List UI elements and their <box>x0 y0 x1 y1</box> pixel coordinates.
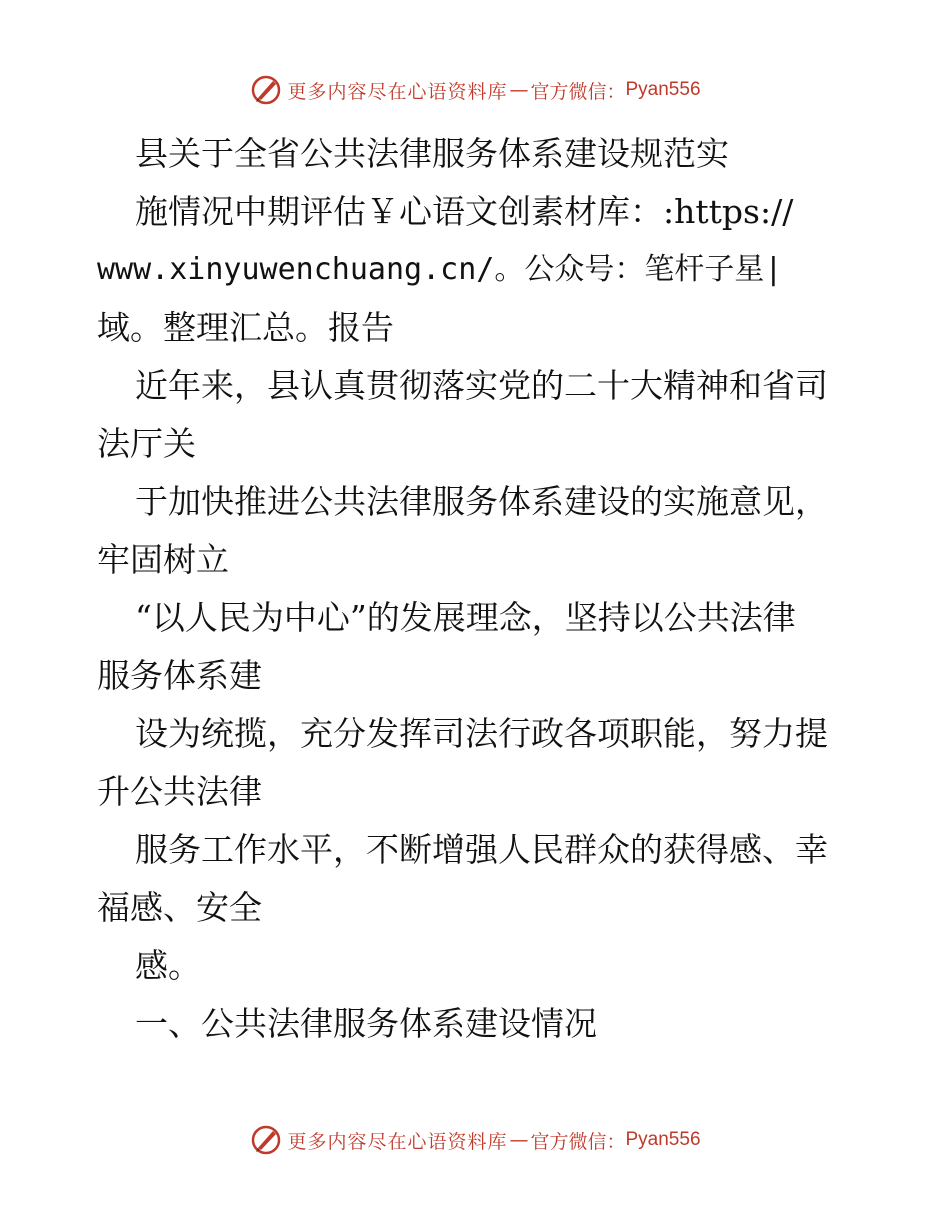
watermark-wechat-id: Pyan556 <box>625 79 701 100</box>
paragraph-line: 福感、安全 <box>97 888 262 927</box>
paragraph-line: 牢固树立 <box>97 540 229 579</box>
paragraph-line: 近年来，县认真贯彻落实党的二十大精神和省司 <box>135 366 828 405</box>
watermark-dash: — <box>509 1129 529 1151</box>
watermark-dash: — <box>509 79 529 101</box>
pen-logo-icon <box>249 1123 283 1157</box>
doc-title-line-2: 施情况中期评估￥心语文创素材库：:https:// <box>135 192 794 231</box>
paragraph-line: 法厅关 <box>97 424 196 463</box>
watermark-brand: 更多内容尽在心语资料库 <box>287 1130 508 1153</box>
watermark-label: 官方微信： <box>530 80 626 103</box>
doc-title-line-3: www.xinyuwenchuang.cn/。公众号：笔杆子星| <box>97 252 783 287</box>
watermark-wechat-id: Pyan556 <box>625 1129 701 1150</box>
pen-logo-icon <box>249 73 283 107</box>
watermark-footer <box>0 1120 950 1160</box>
paragraph-line: 升公共法律 <box>97 772 262 811</box>
paragraph-line: 于加快推进公共法律服务体系建设的实施意见， <box>135 482 828 521</box>
doc-title-line-4: 域。整理汇总。报告 <box>97 308 394 347</box>
document-body <box>97 125 867 1053</box>
paragraph-line: 服务工作水平，不断增强人民群众的获得感、幸 <box>135 830 828 869</box>
paragraph-line: “以人民为中心”的发展理念，坚持以公共法律 <box>135 598 796 637</box>
watermark-header <box>0 70 950 110</box>
paragraph-line: 设为统揽，充分发挥司法行政各项职能，努力提 <box>135 714 828 753</box>
doc-title-line-1: 县关于全省公共法律服务体系建设规范实 <box>135 134 729 173</box>
watermark-brand: 更多内容尽在心语资料库 <box>287 80 508 103</box>
paragraph-line: 服务体系建 <box>97 656 262 695</box>
watermark-label: 官方微信： <box>530 1130 626 1153</box>
section-heading: 一、公共法律服务体系建设情况 <box>135 1004 597 1043</box>
paragraph-line: 感。 <box>135 946 201 985</box>
